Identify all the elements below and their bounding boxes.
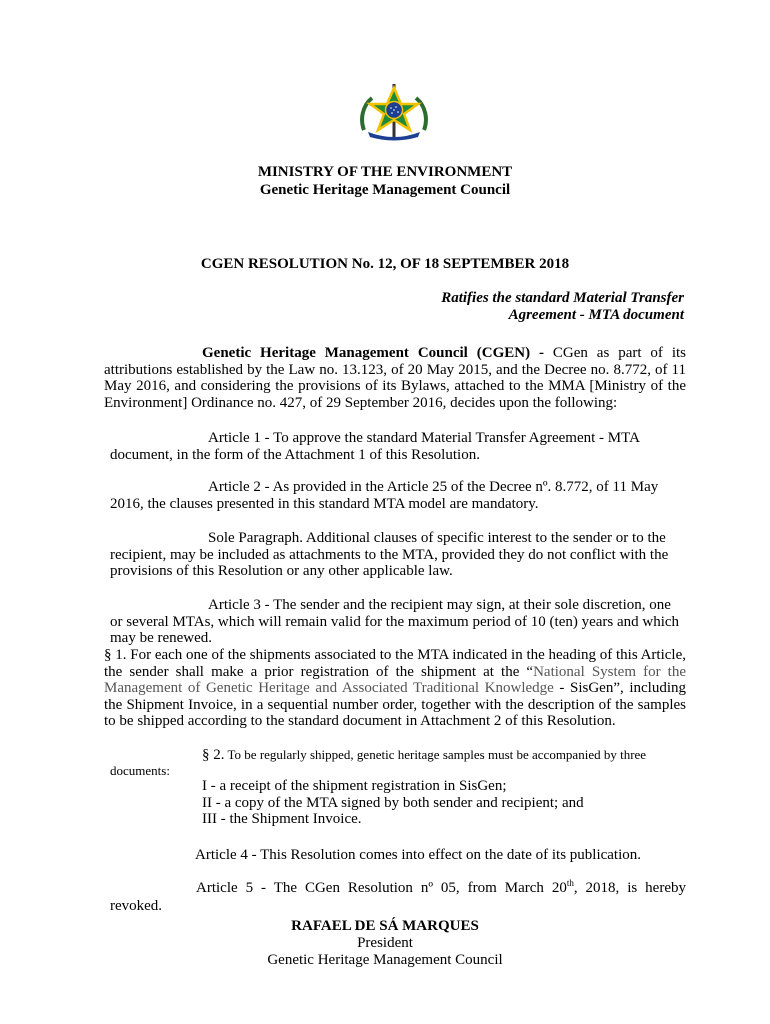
intro-paragraph: [104, 345, 686, 411]
article-3: Article 3 - The sender and the recipient may sign, at their sole discretion, one or several MTAs, which will remain valid for the maximum period of 10 (ten) years and which may be renewed.: [110, 597, 680, 646]
signatory-name: RAFAEL DE SÁ MARQUES: [291, 918, 479, 934]
signatory-organization: Genetic Heritage Management Council: [267, 952, 503, 968]
summary-line-2: Agreement - MTA document: [508, 306, 684, 323]
article-5: Article 5 - The CGen Resolution nº 05, from March 20th, 2018, is hereby: [196, 878, 686, 896]
signatory-role: President: [357, 935, 413, 951]
paragraph-1: § 1. For each one of the shipments associated to the MTA indicated in the heading of this Article, the sender shall make a prior registration of the shipment at the “National System for the Management of Genetic Heritage and Associated Traditional Knowledge - SisGen”, including the Shipment Invoice, in a sequential number order, together with the description of the samples to be shipped according to the standard document in Attachment 2 of this Resolution.: [104, 647, 686, 729]
article-5-end: revoked.: [110, 898, 163, 914]
system-name: National System for the Management of Genetic Heritage and Associated Traditional Knowledge: [104, 663, 686, 696]
article-2: Article 2 - As provided in the Article 25 of the Decree nº. 8.772, of 11 May 2016, the clauses presented in this standard MTA model are mandatory.: [110, 479, 659, 512]
article-1: Article 1 - To approve the standard Material Transfer Agreement - MTA document, in the form of the Attachment 1 of this Resolution.: [110, 430, 640, 463]
sole-paragraph: Sole Paragraph. Additional clauses of specific interest to the sender or to the recipient, may be included as attachments to the MTA, provided they do not conflict with the provisions of this Resolution or any other applicable law.: [110, 530, 669, 579]
paragraph-2: § 2. To be regularly shipped, genetic heritage samples must be accompanied by three documents:: [110, 747, 647, 778]
ministry-heading: MINISTRY OF THE ENVIRONMENT: [257, 164, 513, 180]
resolution-summary: [441, 290, 684, 323]
required-documents-list: [202, 778, 584, 828]
list-item: II - a copy of the MTA signed by both sender and recipient; and: [202, 794, 584, 811]
resolution-title: CGEN RESOLUTION No. 12, OF 18 SEPTEMBER 2018: [200, 256, 570, 272]
council-name-bold: Genetic Heritage Management Council (CGEN) -: [202, 345, 544, 361]
list-item: III - the Shipment Invoice.: [202, 811, 362, 827]
coat-of-arms-emblem: [354, 82, 434, 142]
summary-line-1: Ratifies the standard Material Transfer: [441, 290, 684, 306]
intro-text: CGen as part of its attributions established by the Law no. 13.123, of 20 May 2015, and the Decree no. 8.772, of 11 May 2016, and considering the provisions of its Bylaws, attached to the MMA [Ministry of the Environment] Ordinance no. 427, of 29 September 2016, decides upon the following:: [104, 345, 686, 411]
article-4: Article 4 - This Resolution comes into effect on the date of its publication.: [195, 847, 642, 863]
council-heading: Genetic Heritage Management Council: [259, 182, 511, 198]
list-item: I - a receipt of the shipment registration in SisGen;: [202, 778, 507, 794]
